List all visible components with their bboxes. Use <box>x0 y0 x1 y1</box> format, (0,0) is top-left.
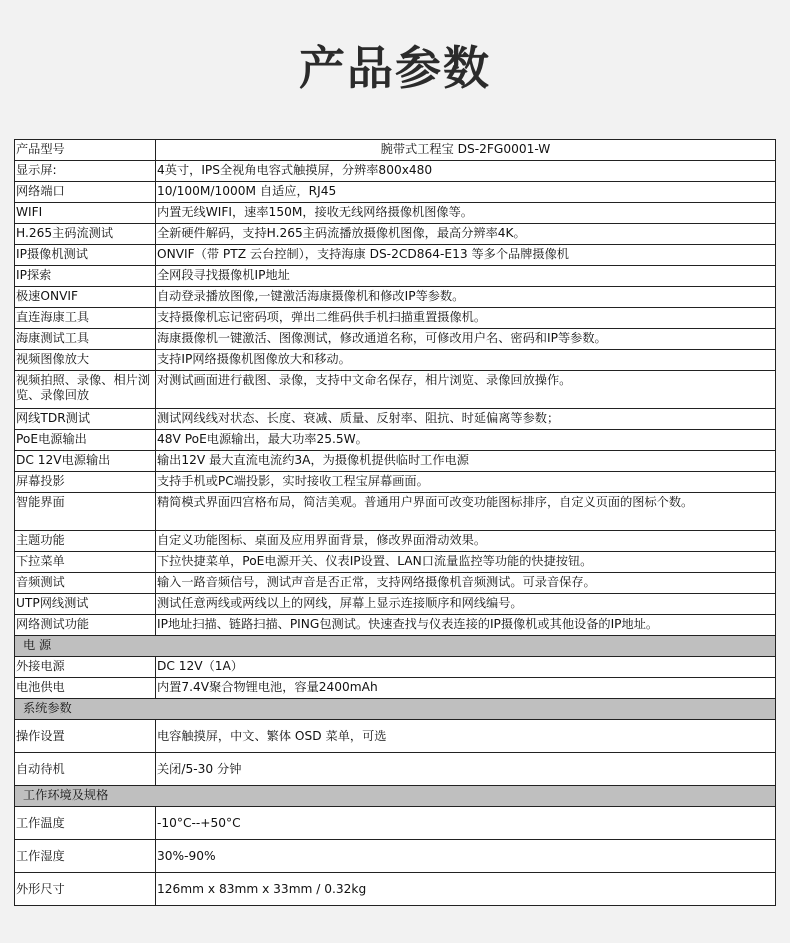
spec-label: 外形尺寸 <box>15 873 156 906</box>
table-row <box>15 873 776 906</box>
spec-label: 极速ONVIF <box>15 287 156 308</box>
spec-label: H.265主码流测试 <box>15 224 156 245</box>
spec-label: 显示屏: <box>15 161 156 182</box>
spec-label: 主题功能 <box>15 531 156 552</box>
spec-value: 内置7.4V聚合物锂电池，容量2400mAh <box>156 678 776 699</box>
spec-label: 操作设置 <box>15 720 156 753</box>
table-row <box>15 308 776 329</box>
spec-value: 下拉快捷菜单，PoE电源开关、仪表IP设置、LAN口流量监控等功能的快捷按钮。 <box>156 552 776 573</box>
spec-value: 支持IP网络摄像机图像放大和移动。 <box>156 350 776 371</box>
table-row <box>15 451 776 472</box>
section-header-row <box>15 699 776 720</box>
table-row <box>15 472 776 493</box>
table-row <box>15 182 776 203</box>
section-header-row <box>15 636 776 657</box>
spec-value: 4英寸，IPS全视角电容式触摸屏，分辨率800x480 <box>156 161 776 182</box>
table-row <box>15 371 776 409</box>
spec-value: 30%-90% <box>156 840 776 873</box>
table-row <box>15 409 776 430</box>
spec-value: 精简模式界面四宫格布局，简洁美观。普通用户界面可改变功能图标排序，自定义页面的图标个数。 <box>156 493 776 531</box>
spec-value: 126mm x 83mm x 33mm / 0.32kg <box>156 873 776 906</box>
section-title: 工作环境及规格 <box>15 786 776 807</box>
spec-value: 支持摄像机忘记密码项，弹出二维码供手机扫描重置摄像机。 <box>156 308 776 329</box>
spec-value: 对测试画面进行截图、录像，支持中文命名保存，相片浏览、录像回放操作。 <box>156 371 776 409</box>
spec-value: 自动登录播放图像,一键激活海康摄像机和修改IP等参数。 <box>156 287 776 308</box>
page-title: 产品参数 <box>299 41 491 95</box>
spec-label: 智能界面 <box>15 493 156 531</box>
table-header-row <box>15 140 776 161</box>
spec-label: 工作湿度 <box>15 840 156 873</box>
table-row <box>15 287 776 308</box>
spec-sheet <box>14 139 775 906</box>
table-row <box>15 430 776 451</box>
table-row <box>15 615 776 636</box>
spec-label: 网线TDR测试 <box>15 409 156 430</box>
spec-label: PoE电源输出 <box>15 430 156 451</box>
table-row <box>15 224 776 245</box>
spec-value: 10/100M/1000M 自适应，RJ45 <box>156 182 776 203</box>
spec-label: 视频图像放大 <box>15 350 156 371</box>
table-row <box>15 531 776 552</box>
spec-label: DC 12V电源输出 <box>15 451 156 472</box>
spec-value: 全新硬件解码，支持H.265主码流播放摄像机图像，最高分辨率4K。 <box>156 224 776 245</box>
spec-label: 海康测试工具 <box>15 329 156 350</box>
table-row <box>15 678 776 699</box>
spec-label: IP摄像机测试 <box>15 245 156 266</box>
table-row <box>15 594 776 615</box>
section-header-row <box>15 786 776 807</box>
spec-label: 网络测试功能 <box>15 615 156 636</box>
spec-value: 输入一路音频信号，测试声音是否正常，支持网络摄像机音频测试。可录音保存。 <box>156 573 776 594</box>
spec-label: 自动待机 <box>15 753 156 786</box>
spec-value: -10°C--+50°C <box>156 807 776 840</box>
spec-value: 自定义功能图标、桌面及应用界面背景，修改界面滑动效果。 <box>156 531 776 552</box>
spec-value: 内置无线WIFI，速率150M，接收无线网络摄像机图像等。 <box>156 203 776 224</box>
table-row <box>15 266 776 287</box>
section-title: 电 源 <box>15 636 776 657</box>
spec-label: 外接电源 <box>15 657 156 678</box>
table-row <box>15 573 776 594</box>
table-row <box>15 807 776 840</box>
table-row <box>15 329 776 350</box>
table-row <box>15 720 776 753</box>
spec-label: 下拉菜单 <box>15 552 156 573</box>
spec-value: 测试任意两线或两线以上的网线，屏幕上显示连接顺序和网线编号。 <box>156 594 776 615</box>
spec-label: 视频拍照、录像、相片浏览、录像回放 <box>15 371 156 409</box>
table-row <box>15 161 776 182</box>
spec-table <box>14 139 776 906</box>
spec-label: IP探索 <box>15 266 156 287</box>
section-title: 系统参数 <box>15 699 776 720</box>
spec-value: 全网段寻找摄像机IP地址 <box>156 266 776 287</box>
spec-value: ONVIF（带 PTZ 云台控制），支持海康 DS-2CD864-E13 等多个品牌摄像机 <box>156 245 776 266</box>
table-row <box>15 753 776 786</box>
spec-label: 电池供电 <box>15 678 156 699</box>
spec-label: WIFI <box>15 203 156 224</box>
table-row <box>15 552 776 573</box>
table-row <box>15 203 776 224</box>
model-label: 产品型号 <box>15 140 156 161</box>
spec-value: 支持手机或PC端投影，实时接收工程宝屏幕画面。 <box>156 472 776 493</box>
spec-value: 测试网线线对状态、长度、衰减、质量、反射率、阻抗、时延偏离等参数； <box>156 409 776 430</box>
model-value: 腕带式工程宝 DS-2FG0001-W <box>156 140 776 161</box>
spec-value: 48V PoE电源输出，最大功率25.5W。 <box>156 430 776 451</box>
spec-value: 关闭/5-30 分钟 <box>156 753 776 786</box>
spec-label: UTP网线测试 <box>15 594 156 615</box>
spec-label: 直连海康工具 <box>15 308 156 329</box>
table-row <box>15 493 776 531</box>
spec-value: 电容触摸屏，中文、繁体 OSD 菜单，可选 <box>156 720 776 753</box>
spec-value: 海康摄像机一键激活、图像测试，修改通道名称，可修改用户名、密码和IP等参数。 <box>156 329 776 350</box>
spec-value: DC 12V（1A） <box>156 657 776 678</box>
spec-label: 屏幕投影 <box>15 472 156 493</box>
spec-value: IP地址扫描、链路扫描、PING包测试。快速查找与仪表连接的IP摄像机或其他设备的IP地址。 <box>156 615 776 636</box>
spec-label: 工作温度 <box>15 807 156 840</box>
table-row <box>15 657 776 678</box>
table-row <box>15 350 776 371</box>
spec-label: 网络端口 <box>15 182 156 203</box>
table-row <box>15 840 776 873</box>
table-row <box>15 245 776 266</box>
spec-label: 音频测试 <box>15 573 156 594</box>
spec-value: 输出12V 最大直流电流约3A，为摄像机提供临时工作电源 <box>156 451 776 472</box>
